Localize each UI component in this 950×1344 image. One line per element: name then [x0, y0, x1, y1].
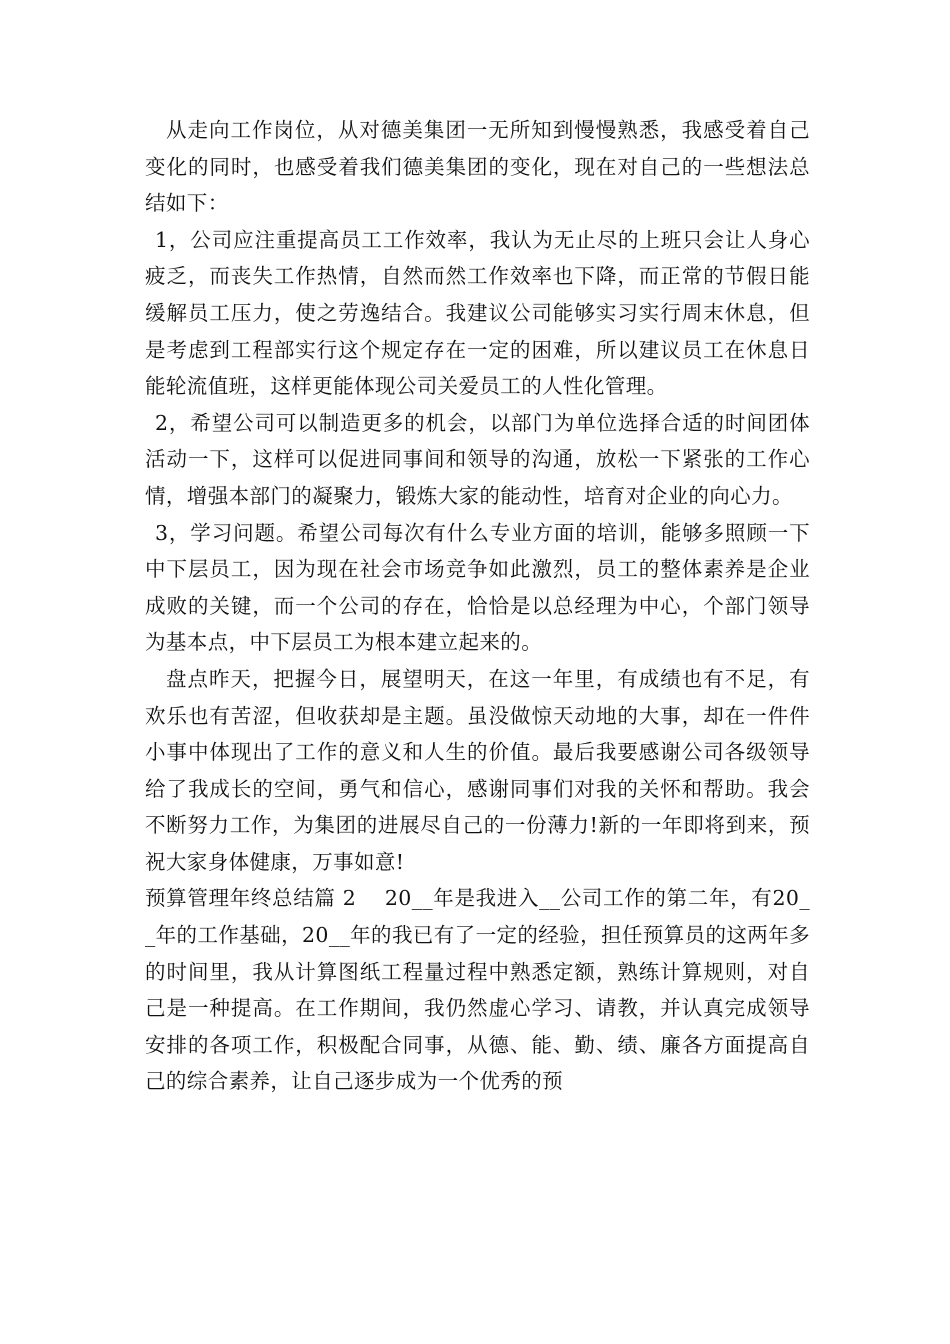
document-body: [145, 112, 810, 1100]
suggestion-paragraph-2: 2，希望公司可以制造更多的机会，以部门为单位选择合适的时间团体活动一下，这样可以促进同事间和领导的沟通，放松一下紧张的工作心情，增强本部门的凝聚力，锻炼大家的能动性，培育对企业的向心力。: [145, 410, 810, 508]
intro-paragraph: 从走向工作岗位，从对德美集团一无所知到慢慢熟悉，我感受着自己变化的同时，也感受着我们德美集团的变化，现在对自己的一些想法总结如下：: [145, 118, 810, 216]
closing-paragraph: 盘点昨天，把握今日，展望明天，在这一年里，有成绩也有不足，有欢乐也有苦涩，但收获却是主题。虽没做惊天动地的大事，却在一件件小事中体现出了工作的意义和人生的价值。最后我要感谢公司各级领导给了我成长的空间，勇气和信心，感谢同事们对我的关怀和帮助。我会不断努力工作，为集团的进展尽自己的一份薄力!新的一年即将到来，预祝大家身体健康，万事如意!: [145, 666, 810, 874]
budget-summary-paragraph: 预算管理年终总结篇 2 20__年是我进入__公司工作的第二年，有20__年的工作基础，20__年的我已有了一定的经验，担任预算员的这两年多的时间里，我从计算图纸工程量过程中熟悉定额，熟练计算规则，对自己是一种提高。在工作期间，我仍然虚心学习、请教，并认真完成领导安排的各项工作，积极配合同事，从德、能、勤、绩、廉各方面提高自己的综合素养，让自己逐步成为一个优秀的预: [145, 886, 810, 1094]
suggestion-paragraph-1: 1，公司应注重提高员工工作效率，我认为无止尽的上班只会让人身心疲乏，而丧失工作热情，自然而然工作效率也下降，而正常的节假日能缓解员工压力，使之劳逸结合。我建议公司能够实习实行周末休息，但是考虑到工程部实行这个规定存在一定的困难，所以建议员工在休息日能轮流值班，这样更能体现公司关爱员工的人性化管理。: [145, 227, 810, 399]
suggestion-paragraph-3: 3，学习问题。希望公司每次有什么专业方面的培训，能够多照顾一下中下层员工，因为现在社会市场竞争如此激烈，员工的整体素养是企业成败的关键，而一个公司的存在，恰恰是以总经理为中心，个部门领导为基本点，中下层员工为根本建立起来的。: [145, 520, 810, 655]
